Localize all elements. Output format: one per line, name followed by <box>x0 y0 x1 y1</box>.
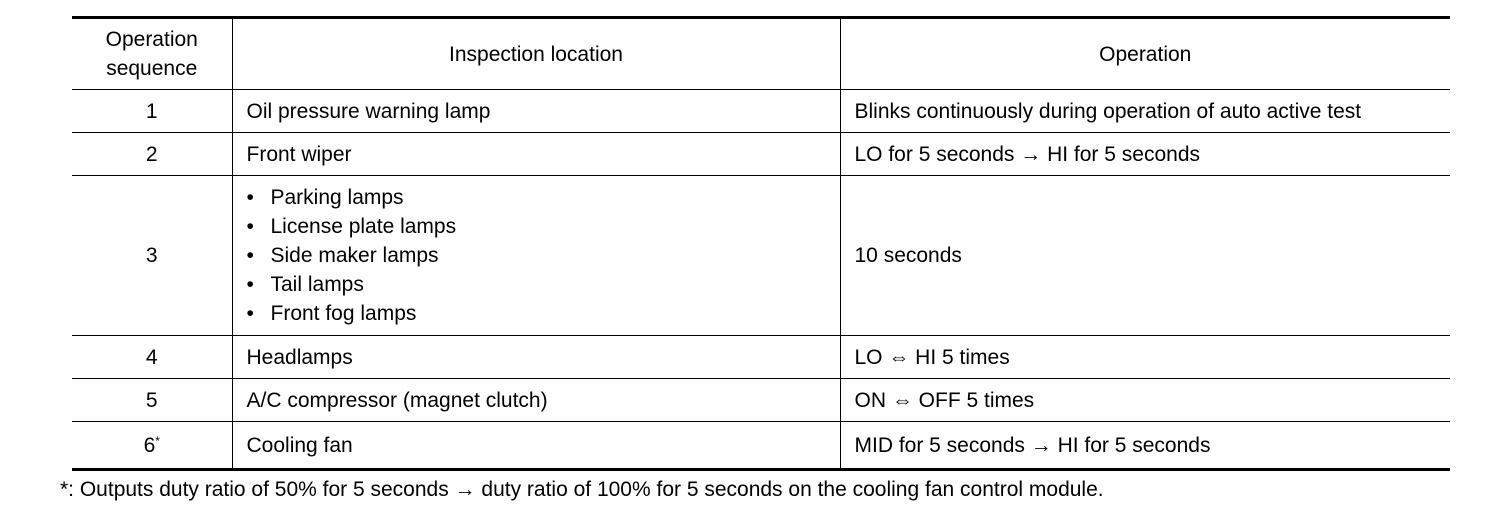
location-cell: A/C compressor (magnet clutch) <box>232 379 840 422</box>
table-row <box>72 133 1450 176</box>
operation-cell: 10 seconds <box>840 176 1450 336</box>
location-cell <box>232 176 840 336</box>
list-item: • Front fog lamps <box>247 299 826 328</box>
location-list <box>247 183 826 328</box>
sequence-cell: 1 <box>72 90 232 133</box>
location-cell: Oil pressure warning lamp <box>232 90 840 133</box>
footnote-marker: * <box>155 433 160 448</box>
operation-cell: MID for 5 seconds → HI for 5 seconds <box>840 422 1450 470</box>
table-row <box>72 379 1450 422</box>
table-row <box>72 336 1450 379</box>
header-operation-sequence: Operation sequence <box>72 18 232 90</box>
location-cell: Headlamps <box>232 336 840 379</box>
list-item: • Parking lamps <box>247 183 826 212</box>
list-item: • Tail lamps <box>247 270 826 299</box>
operation-sequence-table <box>72 16 1450 471</box>
footnote: *: Outputs duty ratio of 50% for 5 seconds → duty ratio of 100% for 5 seconds on the cooling fan control module. <box>60 478 1104 501</box>
sequence-cell: 5 <box>72 379 232 422</box>
sequence-cell: 2 <box>72 133 232 176</box>
operation-cell: Blinks continuously during operation of auto active test <box>840 90 1450 133</box>
list-item: • Side maker lamps <box>247 241 826 270</box>
operation-cell: ON ⇔ OFF 5 times <box>840 379 1450 422</box>
table-row <box>72 422 1450 470</box>
table-row <box>72 90 1450 133</box>
sequence-number: 6 <box>143 433 156 457</box>
sequence-cell: 3 <box>72 176 232 336</box>
sequence-cell: 4 <box>72 336 232 379</box>
location-cell: Front wiper <box>232 133 840 176</box>
location-cell: Cooling fan <box>232 422 840 470</box>
list-item: • License plate lamps <box>247 212 826 241</box>
header-inspection-location: Inspection location <box>232 18 840 90</box>
table-row <box>72 176 1450 336</box>
header-operation: Operation <box>840 18 1450 90</box>
operation-cell: LO for 5 seconds → HI for 5 seconds <box>840 133 1450 176</box>
table-header-row <box>72 18 1450 90</box>
operation-cell: LO ⇔ HI 5 times <box>840 336 1450 379</box>
sequence-cell <box>72 422 232 470</box>
